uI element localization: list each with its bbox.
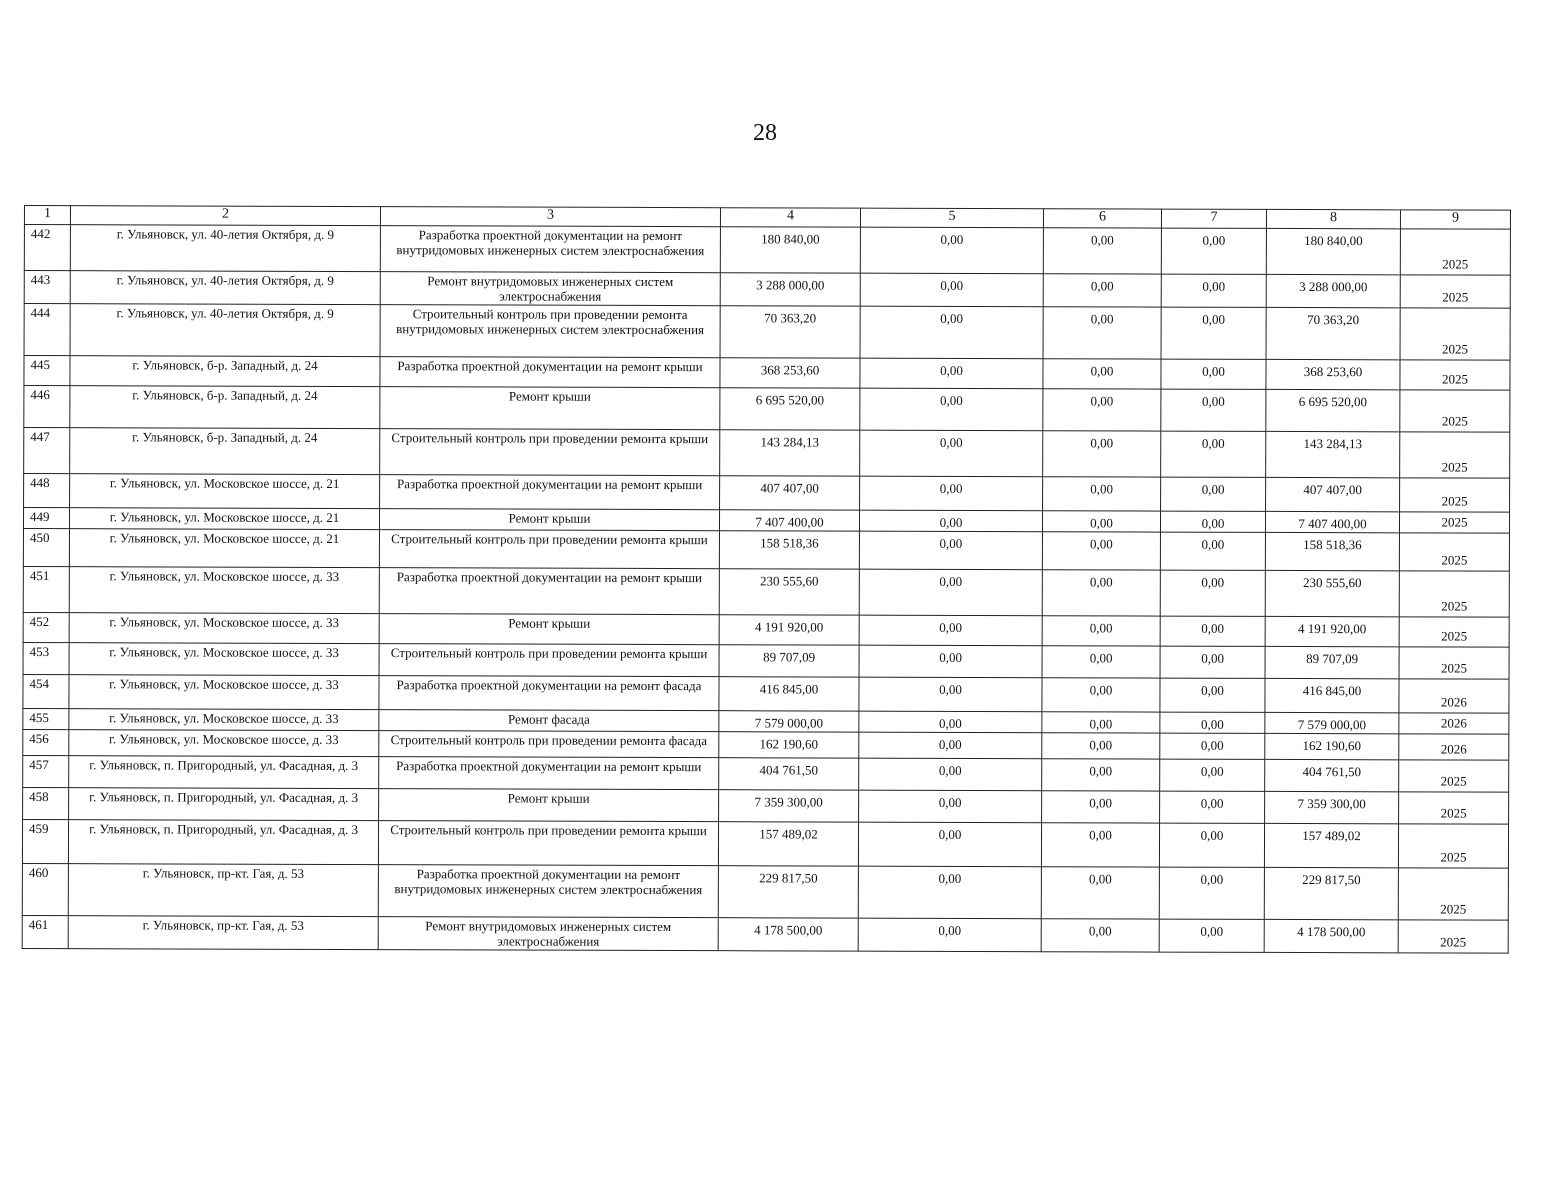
work-type-cell: Разработка проектной документации на ремонт крыши	[380, 475, 720, 510]
column-8-value: 229 817,50	[1264, 867, 1398, 919]
work-type-cell: Разработка проектной документации на ремонт крыши	[380, 357, 720, 388]
year-cell: 2025	[1399, 571, 1509, 617]
column-6-value: 0,00	[1042, 646, 1160, 678]
row-number: 453	[23, 642, 69, 674]
address-cell: г. Ульяновск, п. Пригородный, ул. Фасадная, д. 3	[69, 756, 379, 789]
year-cell: 2025	[1398, 868, 1508, 920]
column-4-value: 407 407,00	[720, 476, 860, 510]
column-5-value: 0,00	[859, 790, 1042, 823]
table-row	[24, 474, 1510, 513]
table-row	[23, 755, 1509, 792]
table-row	[22, 863, 1508, 920]
register-table	[22, 205, 1511, 954]
column-8-value: 404 761,50	[1265, 759, 1399, 791]
year-cell: 2026	[1399, 734, 1509, 760]
column-header: 8	[1266, 209, 1400, 228]
column-6-value: 0,00	[1043, 307, 1161, 359]
row-number: 455	[23, 708, 69, 729]
table-row	[24, 386, 1510, 433]
row-number: 458	[23, 787, 69, 819]
row-number: 450	[23, 529, 69, 567]
column-7-value: 0,00	[1161, 431, 1266, 477]
column-6-value: 0,00	[1042, 532, 1160, 570]
table-row	[24, 304, 1510, 361]
table-row	[23, 529, 1509, 572]
column-4-value: 158 518,36	[719, 531, 859, 569]
year-cell: 2026	[1399, 713, 1509, 734]
address-cell: г. Ульяновск, б-р. Западный, д. 24	[70, 428, 380, 475]
address-cell: г. Ульяновск, ул. Московское шоссе, д. 33	[69, 709, 379, 731]
column-4-value: 404 761,50	[719, 758, 859, 790]
column-8-value: 7 407 400,00	[1265, 511, 1399, 532]
column-6-value: 0,00	[1042, 759, 1160, 791]
column-5-value: 0,00	[860, 358, 1043, 389]
column-4-value: 4 191 920,00	[719, 615, 859, 645]
address-cell: г. Ульяновск, ул. Московское шоссе, д. 33	[69, 643, 379, 676]
year-cell: 2025	[1399, 792, 1509, 824]
address-cell: г. Ульяновск, ул. 40-летия Октября, д. 9	[70, 225, 380, 272]
work-type-cell: Строительный контроль при проведении ремонта крыши	[378, 821, 718, 866]
column-7-value: 0,00	[1160, 678, 1265, 712]
work-type-cell: Ремонт внутридомовых инженерных систем электроснабжения	[380, 272, 720, 306]
column-4-value: 3 288 000,00	[720, 273, 860, 306]
column-4-value: 230 555,60	[719, 569, 859, 615]
column-7-value: 0,00	[1161, 359, 1266, 389]
year-cell: 2025	[1398, 920, 1508, 953]
column-4-value: 4 178 500,00	[718, 918, 858, 951]
work-type-cell: Строительный контроль при проведении ремонта крыши	[379, 644, 719, 677]
row-number: 454	[23, 674, 69, 708]
column-6-value: 0,00	[1042, 570, 1160, 616]
work-type-cell: Строительный контроль при проведении ремонта фасада	[379, 731, 719, 758]
column-5-value: 0,00	[859, 615, 1042, 646]
year-cell: 2025	[1400, 275, 1510, 308]
address-cell: г. Ульяновск, б-р. Западный, д. 24	[70, 356, 380, 387]
year-cell: 2025	[1399, 760, 1509, 792]
column-7-value: 0,00	[1161, 477, 1266, 511]
column-6-value: 0,00	[1043, 274, 1161, 307]
column-6-value: 0,00	[1041, 919, 1159, 952]
address-cell: г. Ульяновск, пр-кт. Гая, д. 53	[68, 864, 378, 917]
column-8-value: 70 363,20	[1266, 307, 1400, 359]
row-number: 448	[24, 474, 70, 508]
row-number: 446	[24, 386, 70, 428]
column-5-value: 0,00	[858, 866, 1041, 919]
column-header: 9	[1400, 210, 1510, 229]
row-number: 447	[24, 428, 70, 474]
column-8-value: 407 407,00	[1266, 477, 1400, 511]
page-number: 28	[753, 120, 777, 146]
column-4-value: 6 695 520,00	[720, 388, 860, 430]
work-type-cell: Разработка проектной документации на ремонт внутридомовых инженерных систем электроснабжения	[378, 865, 718, 918]
register-table-wrapper	[22, 205, 1510, 954]
address-cell: г. Ульяновск, ул. Московское шоссе, д. 21	[69, 508, 379, 530]
column-5-value: 0,00	[858, 918, 1041, 952]
column-8-value: 157 489,02	[1264, 823, 1398, 867]
row-number: 461	[22, 915, 68, 948]
column-5-value: 0,00	[859, 711, 1042, 733]
column-8-value: 4 178 500,00	[1264, 919, 1398, 952]
row-number: 459	[22, 819, 68, 863]
year-cell: 2025	[1399, 533, 1509, 571]
column-7-value: 0,00	[1161, 307, 1266, 359]
column-7-value: 0,00	[1159, 919, 1264, 952]
column-4-value: 70 363,20	[720, 306, 860, 358]
column-5-value: 0,00	[859, 732, 1042, 759]
work-type-cell: Разработка проектной документации на ремонт крыши	[379, 757, 719, 790]
work-type-cell: Ремонт крыши	[379, 789, 719, 822]
table-row	[23, 642, 1509, 679]
address-cell: г. Ульяновск, ул. 40-летия Октября, д. 9	[70, 304, 380, 357]
column-5-value: 0,00	[859, 758, 1042, 791]
year-cell: 2025	[1400, 360, 1510, 390]
year-cell: 2025	[1400, 432, 1510, 478]
column-8-value: 180 840,00	[1266, 228, 1400, 274]
year-cell: 2025	[1400, 229, 1510, 275]
column-7-value: 0,00	[1160, 570, 1265, 616]
work-type-cell: Разработка проектной документации на ремонт крыши	[379, 568, 719, 615]
table-row	[23, 787, 1509, 824]
column-8-value: 4 191 920,00	[1265, 616, 1399, 646]
work-type-cell: Строительный контроль при проведении ремонта крыши	[379, 530, 719, 569]
column-7-value: 0,00	[1161, 228, 1266, 274]
column-5-value: 0,00	[860, 227, 1043, 274]
row-number: 449	[23, 508, 69, 529]
column-8-value: 7 579 000,00	[1265, 712, 1399, 733]
row-number: 457	[23, 755, 69, 787]
work-type-cell: Ремонт внутридомовых инженерных систем электроснабжения	[378, 917, 718, 951]
column-5-value: 0,00	[859, 531, 1042, 570]
table-row	[23, 612, 1509, 647]
address-cell: г. Ульяновск, ул. Московское шоссе, д. 21	[70, 474, 380, 509]
year-cell: 2025	[1399, 617, 1509, 647]
row-number: 451	[23, 566, 69, 612]
address-cell: г. Ульяновск, ул. Московское шоссе, д. 33	[69, 567, 379, 614]
column-8-value: 416 845,00	[1265, 678, 1399, 712]
column-5-value: 0,00	[860, 476, 1043, 511]
column-7-value: 0,00	[1161, 274, 1266, 307]
year-cell: 2025	[1400, 308, 1510, 360]
column-5-value: 0,00	[860, 306, 1043, 359]
year-cell: 2025	[1399, 512, 1509, 533]
column-7-value: 0,00	[1161, 389, 1266, 431]
table-row	[23, 674, 1509, 713]
column-6-value: 0,00	[1043, 477, 1161, 511]
year-cell: 2025	[1400, 390, 1510, 432]
column-7-value: 0,00	[1160, 791, 1265, 823]
table-row	[24, 356, 1510, 391]
address-cell: г. Ульяновск, п. Пригородный, ул. Фасадная, д. 3	[68, 820, 378, 865]
column-7-value: 0,00	[1160, 646, 1265, 678]
work-type-cell: Ремонт фасада	[379, 710, 719, 732]
address-cell: г. Ульяновск, пр-кт. Гая, д. 53	[68, 916, 378, 950]
column-6-value: 0,00	[1042, 733, 1160, 759]
row-number: 460	[22, 863, 68, 915]
row-number: 445	[24, 356, 70, 386]
column-8-value: 7 359 300,00	[1265, 791, 1399, 823]
address-cell: г. Ульяновск, п. Пригородный, ул. Фасадная, д. 3	[69, 788, 379, 821]
work-type-cell: Строительный контроль при проведении ремонта внутридомовых инженерных систем электроснабжения	[380, 305, 720, 358]
column-8-value: 143 284,13	[1266, 431, 1400, 477]
column-5-value: 0,00	[859, 677, 1042, 712]
address-cell: г. Ульяновск, ул. 40-летия Октября, д. 9	[70, 271, 380, 305]
column-header: 3	[380, 207, 720, 227]
table-row	[24, 428, 1510, 479]
column-5-value: 0,00	[860, 388, 1043, 431]
row-number: 444	[24, 304, 70, 356]
column-6-value: 0,00	[1043, 431, 1161, 477]
address-cell: г. Ульяновск, ул. Московское шоссе, д. 21	[69, 529, 379, 568]
column-8-value: 230 555,60	[1265, 570, 1399, 616]
column-5-value: 0,00	[859, 510, 1042, 532]
column-4-value: 89 707,09	[719, 645, 859, 677]
column-7-value: 0,00	[1160, 712, 1265, 733]
year-cell: 2026	[1399, 679, 1509, 713]
column-6-value: 0,00	[1042, 678, 1160, 712]
row-number: 452	[23, 612, 69, 642]
column-6-value: 0,00	[1042, 616, 1160, 646]
column-5-value: 0,00	[859, 569, 1042, 616]
work-type-cell: Ремонт крыши	[379, 614, 719, 645]
work-type-cell: Ремонт крыши	[379, 509, 719, 531]
column-6-value: 0,00	[1041, 823, 1159, 867]
column-8-value: 162 190,60	[1265, 733, 1399, 759]
column-7-value: 0,00	[1160, 511, 1265, 532]
column-4-value: 7 407 400,00	[719, 510, 859, 531]
column-6-value: 0,00	[1042, 712, 1160, 733]
row-number: 442	[24, 225, 70, 271]
column-7-value: 0,00	[1159, 867, 1264, 919]
column-4-value: 7 359 300,00	[719, 790, 859, 822]
column-8-value: 158 518,36	[1265, 532, 1399, 570]
row-number: 443	[24, 271, 70, 304]
column-4-value: 416 845,00	[719, 677, 859, 711]
work-type-cell: Строительный контроль при проведении ремонта крыши	[380, 429, 720, 476]
column-4-value: 143 284,13	[720, 430, 860, 476]
column-7-value: 0,00	[1159, 823, 1264, 867]
year-cell: 2025	[1400, 478, 1510, 512]
column-8-value: 6 695 520,00	[1266, 389, 1400, 431]
column-4-value: 7 579 000,00	[719, 711, 859, 732]
column-6-value: 0,00	[1042, 791, 1160, 823]
column-5-value: 0,00	[860, 273, 1043, 307]
column-header: 4	[720, 208, 860, 227]
work-type-cell: Разработка проектной документации на ремонт фасада	[379, 676, 719, 711]
address-cell: г. Ульяновск, ул. Московское шоссе, д. 33	[69, 730, 379, 757]
column-7-value: 0,00	[1160, 616, 1265, 646]
address-cell: г. Ульяновск, ул. Московское шоссе, д. 33	[69, 675, 379, 710]
column-7-value: 0,00	[1160, 759, 1265, 791]
column-6-value: 0,00	[1041, 867, 1159, 919]
column-8-value: 368 253,60	[1266, 359, 1400, 389]
year-cell: 2025	[1398, 824, 1508, 868]
column-6-value: 0,00	[1043, 228, 1161, 274]
column-4-value: 368 253,60	[720, 358, 860, 388]
table-row	[22, 819, 1508, 868]
column-6-value: 0,00	[1043, 389, 1161, 431]
column-header: 1	[24, 206, 70, 225]
column-4-value: 157 489,02	[718, 822, 858, 866]
table-row	[23, 566, 1509, 617]
column-4-value: 162 190,60	[719, 732, 859, 758]
column-6-value: 0,00	[1042, 511, 1160, 532]
column-header: 7	[1161, 209, 1266, 228]
column-8-value: 3 288 000,00	[1266, 274, 1400, 307]
address-cell: г. Ульяновск, ул. Московское шоссе, д. 33	[69, 613, 379, 644]
column-header: 5	[860, 208, 1043, 228]
column-5-value: 0,00	[860, 430, 1043, 477]
column-header: 2	[70, 206, 380, 226]
table-row	[24, 225, 1510, 276]
column-5-value: 0,00	[858, 822, 1041, 867]
column-8-value: 89 707,09	[1265, 646, 1399, 678]
row-number: 456	[23, 729, 69, 755]
column-5-value: 0,00	[859, 645, 1042, 678]
table-row	[24, 271, 1510, 309]
work-type-cell: Ремонт крыши	[380, 387, 720, 430]
column-6-value: 0,00	[1043, 359, 1161, 389]
year-cell: 2025	[1399, 647, 1509, 679]
column-7-value: 0,00	[1160, 733, 1265, 759]
column-4-value: 180 840,00	[720, 227, 860, 273]
column-4-value: 229 817,50	[718, 866, 858, 918]
work-type-cell: Разработка проектной документации на ремонт внутридомовых инженерных систем электроснабжения	[380, 226, 720, 273]
column-header: 6	[1043, 209, 1161, 228]
table-row	[22, 915, 1508, 953]
column-7-value: 0,00	[1160, 532, 1265, 570]
address-cell: г. Ульяновск, б-р. Западный, д. 24	[70, 386, 380, 429]
